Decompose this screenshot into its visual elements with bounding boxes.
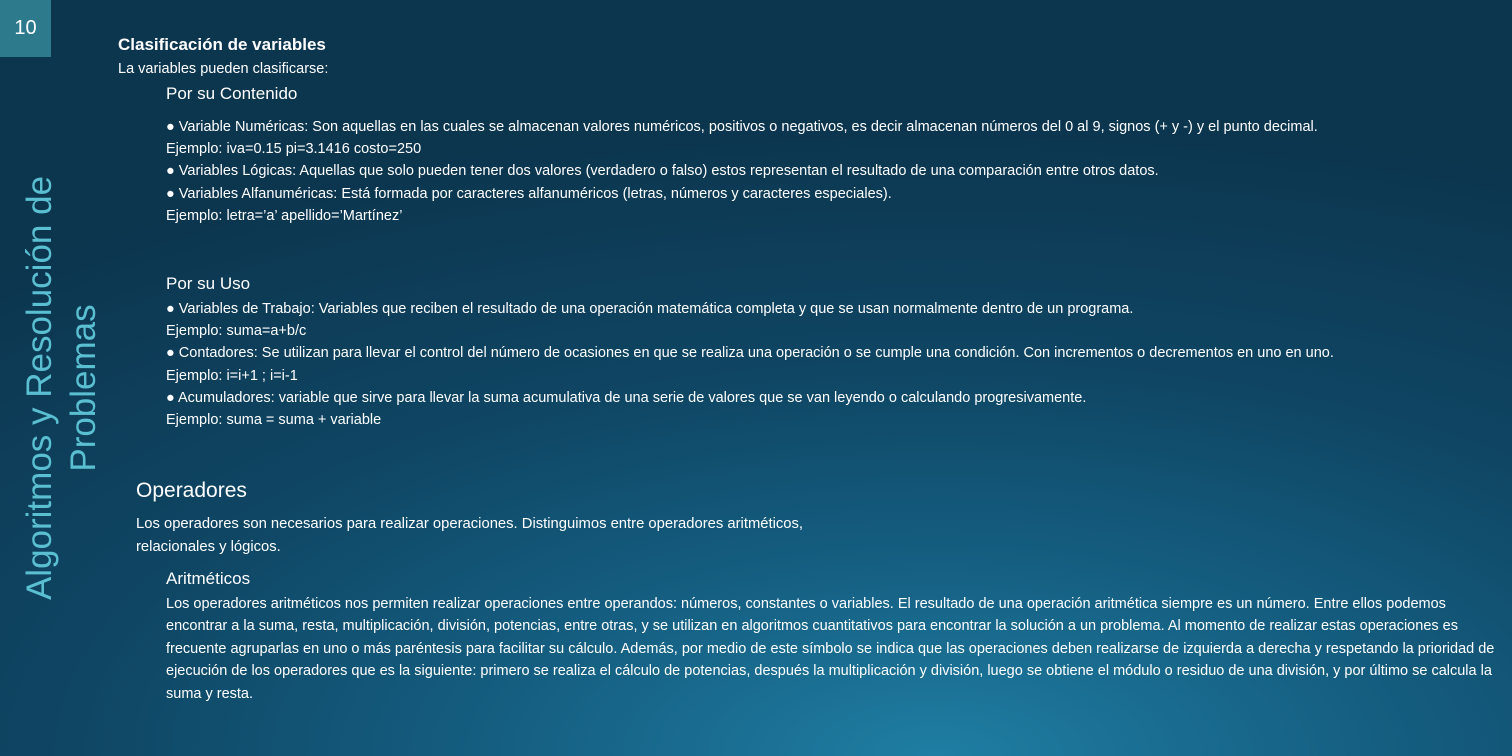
section-title: Clasificación de variables: [118, 35, 326, 54]
aritmeticos-text: Los operadores aritméticos nos permiten realizar operaciones entre operandos: números, constantes o variables. El resultado de una operación aritmética siempre es un número. Entre ellos podemos encontrar a la suma, resta, multiplicación, división, potencias, entre otras, y se utilizan en algoritmos cuantitativos para encontrar la solución a un problema. Al momento de realizar estas operaciones es frecuente agruparlas en uno o más paréntesis para facilitar su cálculo. Además, por medio de este símbolo se indica que las operaciones deben realizarse de izquierda a derecha y respetando la prioridad de ejecución de los operadores que es la siguiente: primero se realiza el cálculo de potencias, después la multiplicación y división, luego se obtiene el módulo o residuo de una división, y por último se calcula la suma y resta.: [166, 596, 1495, 702]
operadores-intro: Los operadores son necesarios para realizar operaciones. Distinguimos entre operadores aritméticos, relacionales y lógicos.: [136, 516, 804, 555]
contenido-heading: Por su Contenido: [166, 84, 298, 103]
example-line: Ejemplo: iva=0.15 pi=3.1416 costo=250: [166, 141, 422, 158]
list-item: ● Acumuladores: variable que sirve para llevar la suma acumulativa de una serie de valores que se van leyendo o calculando progresivamente.: [166, 389, 1087, 406]
example-line: Ejemplo: suma=a+b/c: [166, 323, 307, 340]
list-item: ● Variable Numéricas: Son aquellas en las cuales se almacenan valores numéricos, positivos o negativos, es decir almacenan números del 0 al 9, signos (+ y -) y el punto decimal.: [166, 119, 1318, 135]
page-number-badge: 10: [0, 0, 51, 57]
uso-heading: Por su Uso: [166, 274, 251, 293]
uso-body: [166, 298, 1506, 431]
contenido-body: [166, 116, 1506, 227]
operadores-heading: Operadores: [136, 479, 247, 502]
section-intro: La variables pueden clasificarse:: [118, 61, 329, 77]
aritmeticos-heading: Aritméticos: [166, 569, 251, 588]
side-title: Algoritmos y Resolución de Problemas: [20, 175, 103, 601]
example-line: Ejemplo: suma = suma + variable: [166, 412, 382, 429]
list-item: ● Contadores: Se utilizan para llevar el control del número de ocasiones en que se realiza una operación o se cumple una condición. Con incrementos o decrementos en uno en uno.: [166, 345, 1334, 362]
list-item: ● Variables de Trabajo: Variables que reciben el resultado de una operación matemática completa y que se usan normalmente dentro de un programa.: [166, 301, 1134, 317]
example-line: Ejemplo: letra=’a’ apellido=’Martínez’: [166, 207, 403, 224]
list-item: ● Variables Alfanuméricas: Está formada por caracteres alfanuméricos (letras, números y caracteres especiales).: [166, 185, 892, 202]
list-item: ● Variables Lógicas: Aquellas que solo pueden tener dos valores (verdadero o falso) estos representan el resultado de una comparación entre otros datos.: [166, 163, 1159, 180]
example-line: Ejemplo: i=i+1 ; i=i-1: [166, 367, 298, 384]
